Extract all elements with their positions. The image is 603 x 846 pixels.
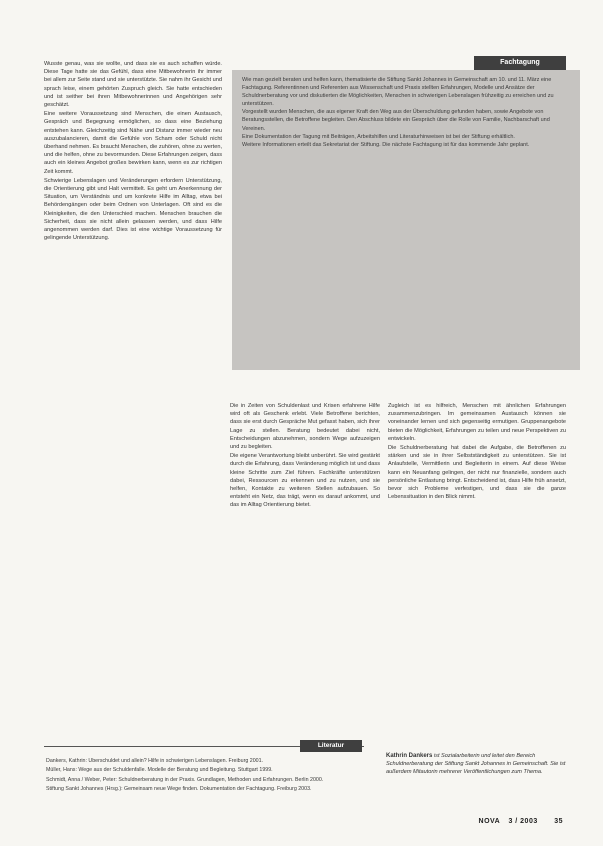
body-column-right	[388, 402, 566, 736]
author-description: ist Sozialarbeiterin und leitet den Bereich Schuldnerberatung der Stiftung Sankt Johannes in Gemeinschaft. Sie ist außerdem Mitautorin mehrerer Veröffentlichungen zum Thema.	[386, 753, 566, 776]
fachtagung-paragraph: Weitere Informationen erteilt das Sekretariat der Stiftung. Die nächste Fachtagung ist für das kommende Jahr geplant.	[242, 141, 530, 148]
page-footer	[479, 818, 563, 825]
body-column-middle	[230, 402, 380, 738]
fachtagung-paragraph: Vorgestellt wurden Menschen, die aus eigener Kraft den Weg aus der Überschuldung gefunden haben, sowie Angebote von Beratungsstellen, die Betroffene begleiten. Den Abschluss bildete ein Gespräch über die Rolle von Familie, Nachbarschaft und Vereinen.	[242, 109, 550, 132]
literatur-entry: Stiftung Sankt Johannes (Hrsg.): Gemeinsam neue Wege finden. Dokumentation der Fachtagung. Freiburg 2003.	[46, 786, 312, 793]
magazine-name: NOVA	[478, 818, 500, 825]
issue-number: 3 / 2003	[508, 818, 538, 825]
body-paragraph: Die in Zeiten von Schuldenlast und Krisen erfahrene Hilfe wird oft als Geschenk erlebt. Viele Betroffene berichten, dass sie erst durch Gespräche Mut gefasst haben, sich ihrer Lage zu stellen. Beratung bedeutet dabei nicht, Entscheidungen abzunehmen, sondern Wege aufzuzeigen und zu begleiten.	[230, 403, 380, 451]
literatur-entry: Dankers, Kathrin: Überschuldet und allein? Hilfe in schwierigen Lebenslagen. Freiburg 2001.	[46, 758, 264, 764]
body-column-left	[44, 60, 222, 736]
fachtagung-paragraph: Wie man gezielt beraten und helfen kann, thematisierte die Stiftung Sankt Johannes in Gemeinschaft am 10. und 11. März eine Fachtagung. Referentinnen und Referenten aus Wissenschaft und Praxis stellten Erfahrungen, Modelle und Ansätze der Schuldnerberatung vor und diskutierten die Möglichkeiten, Menschen in schwierigen Lebenslagen frühzeitig zu erreichen und zu unterstützen.	[242, 77, 554, 108]
literatur-entry: Schmidt, Anna / Weber, Peter: Schuldnerberatung in der Praxis. Grundlagen, Methoden und Erfahrungen. Berlin 2000.	[46, 776, 324, 783]
page-number: 35	[554, 818, 563, 825]
body-paragraph: Die eigene Verantwortung bleibt unberührt. Sie wird gestärkt durch die Erfahrung, dass Veränderung möglich ist und dass kleine Schritte zum Ziel führen. Fachkräfte unterstützen dabei, Ressourcen zu erkennen und zu nutzen, und sie helfen, Kontakte zu weiteren Stellen aufzubauen. So entsteht ein Netz, das trägt, wenn es darauf ankommt, und das im Alltag Orientierung bietet.	[230, 453, 380, 509]
body-paragraph: Eine weitere Voraussetzung sind Menschen, die einen Austausch, Gespräch und Begegnung ermöglichen, so dass eine Beziehung entstehen kann. Gleichzeitig sind Nähe und Distanz immer wieder neu auszubalancieren, damit die Gefühle von Scham oder Schuld nicht überhand nehmen. Es braucht Menschen, die zuhören, ohne zu werten, und die helfen, ohne zu bevormunden. Diese Erfahrungen zeigen, dass auch ein kleines Angebot großes bewirken kann, wenn es zur richtigen Zeit kommt.	[44, 111, 222, 175]
body-paragraph: Die Schuldnerberatung hat dabei die Aufgabe, die Betroffenen zu stärken und sie in ihrer Selbstständigkeit zu unterstützen. Sie ist Anlaufstelle, Vermittlerin und Begleiterin in einem. Auf diese Weise kann ein Neuanfang gelingen, der nicht nur finanzielle, sondern auch persönliche Entlastung bringt. Entscheidend ist, dass Hilfe früh ansetzt, bevor sich Probleme verfestigen, und dass sie die ganze Lebenssituation in den Blick nimmt.	[388, 445, 566, 501]
literatur-entry: Müller, Hans: Wege aus der Schuldenfalle. Modelle der Beratung und Begleitung. Stuttgart 1999.	[46, 767, 273, 774]
fachtagung-paragraph: Eine Dokumentation der Tagung mit Beiträgen, Arbeitshilfen und Literaturhinweisen ist bei der Stiftung erhältlich.	[242, 133, 515, 140]
author-name: Kathrin Dankers	[386, 753, 433, 759]
body-paragraph: Wusste genau, was sie wollte, und dass sie es auch schaffen würde. Diese Tage hatte sie das Gefühl, dass eine Mitbewohnerin ihr immer bei allem zur Seite stand und sie unterstützte. Sie nahm ihr Gesicht und sprach leise, einem gehörten Zuspruch gleich. Sie hatte entschieden und ist seither bei ihren Mitbewohnerinnen und Angehörigen sehr geschätzt.	[44, 61, 222, 109]
body-paragraph: Schwierige Lebenslagen und Veränderungen erfordern Unterstützung, die Orientierung gibt und Halt vermittelt. Es geht um Anerkennung der Situation, um Verständnis und um konkrete Hilfe im Alltag, etwa bei Behördengängen oder beim Ordnen von Unterlagen. Oft sind es die Kleinigkeiten, die den Unterschied machen. Menschen brauchen die Sicherheit, dass sie nicht allein gelassen werden, und dass Hilfe angenommen werden darf. Dies ist eine wichtige Voraussetzung für gelingende Unterstützung.	[44, 177, 222, 242]
fachtagung-label: Fachtagung	[474, 56, 566, 70]
author-bio	[386, 752, 568, 777]
literatur-label: Literatur	[300, 740, 362, 752]
fachtagung-box	[232, 70, 580, 370]
literatur-list	[46, 758, 370, 796]
body-paragraph: Zugleich ist es hilfreich, Menschen mit ähnlichen Erfahrungen zusammenzubringen. Im gemeinsamen Austausch können sie voneinander lernen und sich gegenseitig ermutigen. Gruppenangebote bieten die Möglichkeit, Erfahrungen zu teilen und neue Perspektiven zu entwickeln.	[388, 403, 566, 442]
